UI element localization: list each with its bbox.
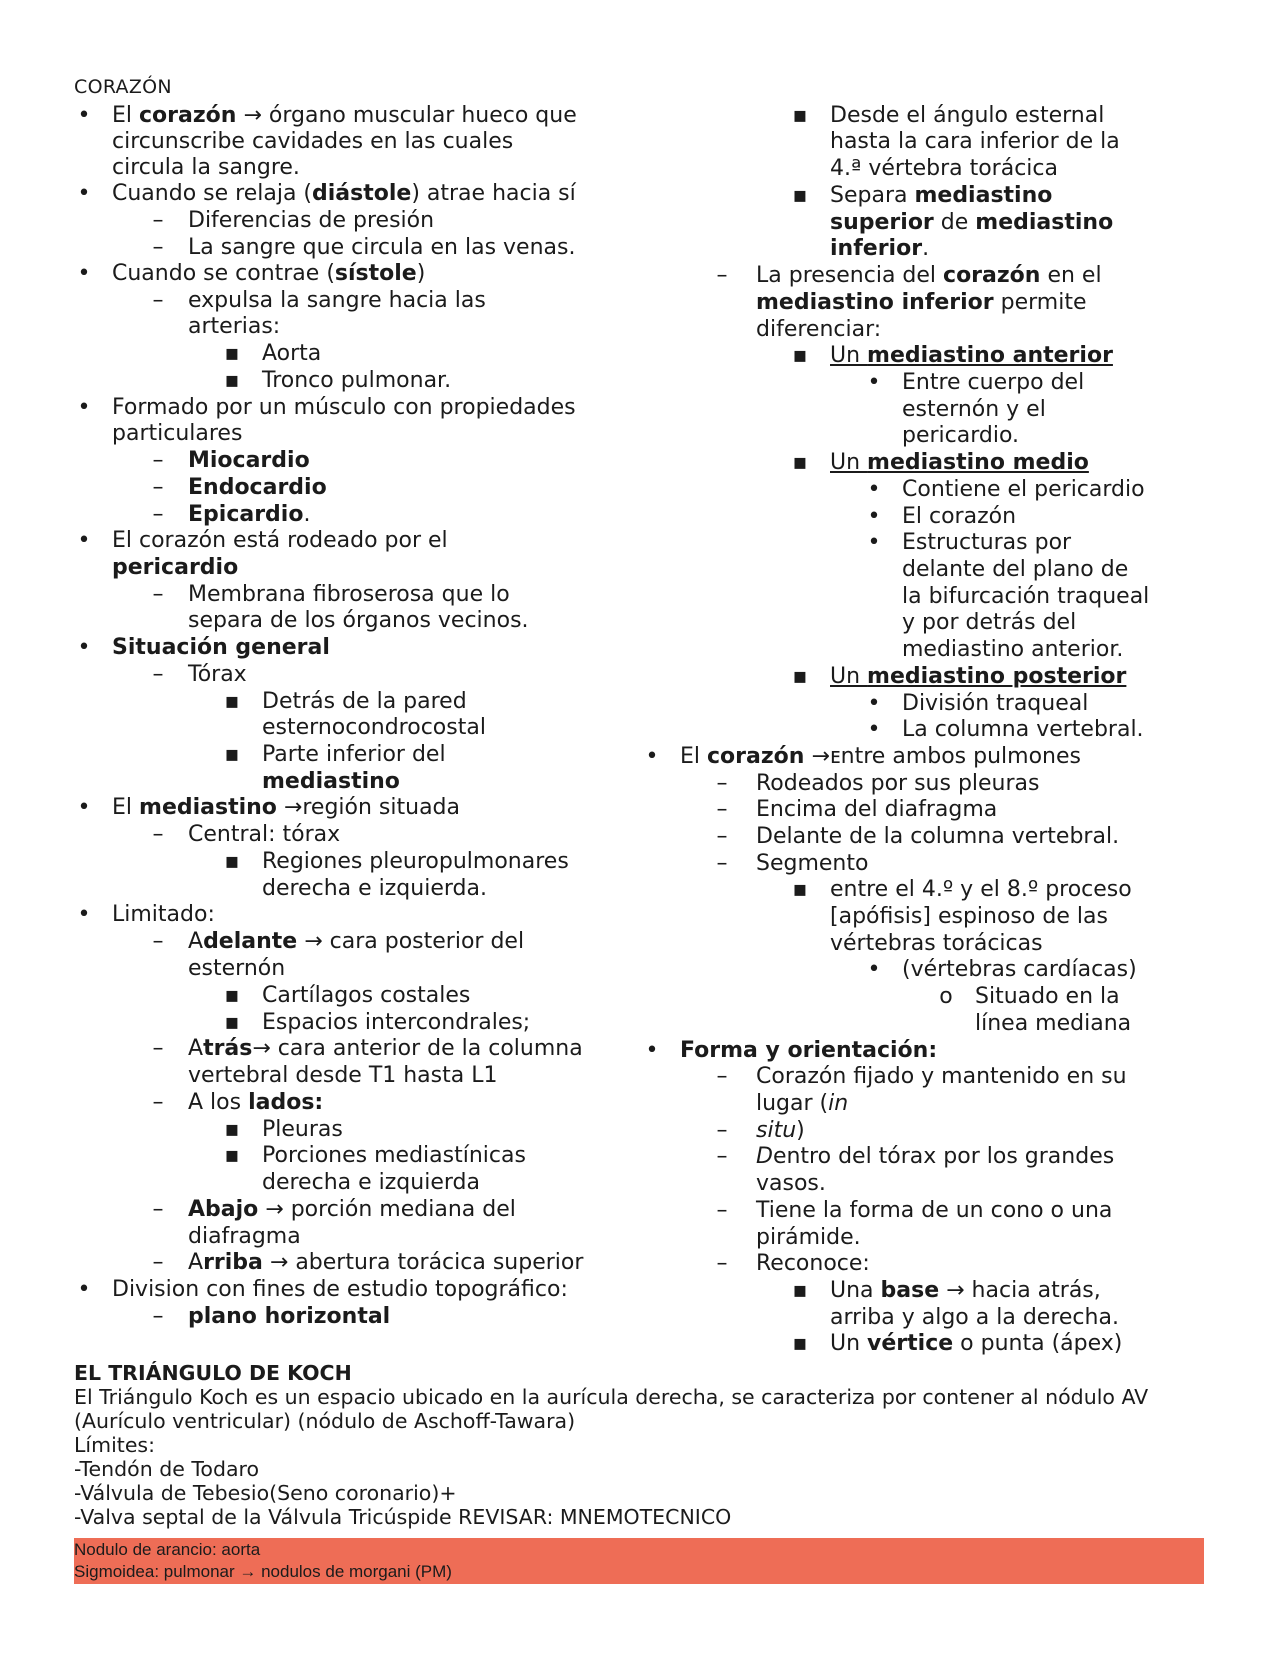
outline-line — [262, 983, 470, 1009]
outline-line — [756, 1064, 1127, 1090]
outline-line — [112, 181, 576, 207]
bullet-marker: ▪ — [792, 1278, 808, 1303]
text-run: ) — [416, 261, 426, 286]
bullet-marker: • — [867, 957, 881, 982]
outline-line — [188, 822, 340, 848]
outline-line — [756, 1171, 826, 1197]
text-run: mediastino posterior — [867, 664, 1127, 689]
text-run: A — [188, 1036, 204, 1061]
text-run: La columna vertebral. — [902, 717, 1144, 742]
text-run: mediastino — [139, 795, 277, 820]
text-run: Separa — [830, 183, 915, 208]
bullet-marker: • — [77, 395, 91, 420]
bullet-marker: • — [867, 370, 881, 395]
outline-line — [112, 528, 448, 554]
bullet-marker: • — [867, 477, 881, 502]
text-run: entre el 4.º y el 8.º proceso — [830, 877, 1132, 902]
bullet-marker: ▪ — [224, 341, 240, 366]
text-run: particulares — [112, 421, 243, 446]
bullet-marker: ▪ — [224, 1117, 240, 1142]
outline-line — [188, 1224, 301, 1250]
bullet-marker: – — [716, 824, 728, 849]
text-run: Rodeados por sus pleuras — [756, 771, 1040, 796]
text-run: corazón — [707, 744, 805, 769]
text-run: La sangre que circula en las venas. — [188, 235, 576, 260]
bullet-marker: ▪ — [792, 103, 808, 128]
text-run: permite — [993, 290, 1087, 315]
bullet-marker: • — [645, 1038, 659, 1063]
bullet-marker: • — [77, 181, 91, 206]
bullet-marker: – — [152, 822, 164, 847]
text-run: pericardio. — [902, 423, 1020, 448]
outline-line — [188, 314, 280, 340]
text-run: Tiene la forma de un cono o una — [756, 1198, 1113, 1223]
bullet-marker: • — [77, 261, 91, 286]
text-run: Aorta — [262, 341, 322, 366]
text-run: Tórax — [188, 662, 247, 687]
outline-line — [830, 156, 1058, 182]
text-run: pirámide. — [756, 1225, 861, 1250]
outline-line — [975, 984, 1120, 1010]
text-run: vertebral desde T1 hasta L1 — [188, 1063, 498, 1088]
bullet-marker: – — [716, 1198, 728, 1223]
bullet-marker: – — [716, 263, 728, 288]
outline-line — [830, 664, 1126, 690]
outline-line — [262, 341, 321, 367]
bullet-marker: – — [716, 1251, 728, 1276]
text-run: derecha e izquierda — [262, 1170, 480, 1195]
outline-line — [830, 1278, 1101, 1304]
text-run: inferior — [830, 236, 923, 261]
bullet-marker: – — [152, 1090, 164, 1115]
text-run: delante del plano de — [902, 557, 1129, 582]
text-run: Formado por un músculo con propiedades — [112, 395, 576, 420]
outline-line — [680, 744, 1081, 770]
outline-line — [262, 1143, 526, 1169]
outline-line — [188, 1197, 516, 1223]
text-run: derecha e izquierda. — [262, 876, 487, 901]
text-run: lugar ( — [756, 1091, 829, 1116]
text-run: Detrás de la pared — [262, 689, 467, 714]
outline-line — [902, 584, 1149, 610]
koch-heading: EL TRIÁNGULO DE KOCH — [74, 1361, 352, 1385]
bullet-marker: • — [867, 504, 881, 529]
outline-line — [756, 263, 1102, 289]
bullet-marker: – — [152, 235, 164, 260]
text-run: sístole — [334, 261, 417, 286]
text-run: delante — [203, 929, 298, 954]
text-run: La presencia del — [756, 263, 944, 288]
text-run: mediastino — [914, 183, 1053, 208]
text-run: A los — [188, 1090, 249, 1115]
text-run: corazón — [139, 103, 237, 128]
outline-line — [830, 877, 1132, 903]
bullet-marker: – — [152, 1304, 164, 1329]
outline-line — [830, 129, 1120, 155]
text-run: Pleuras — [262, 1117, 343, 1142]
text-run: in — [828, 1091, 849, 1116]
text-run: Corazón fijado y mantenido en su — [756, 1064, 1127, 1089]
text-run: entro del tórax por los grandes — [772, 1144, 1115, 1169]
outline-line — [680, 1038, 937, 1064]
outline-line — [902, 397, 1046, 423]
text-run: Cuando se contrae ( — [112, 261, 335, 286]
outline-line — [262, 769, 400, 795]
outline-line — [112, 261, 425, 287]
outline-line — [188, 929, 524, 955]
text-run: → cara anterior de la columna — [252, 1036, 583, 1061]
bullet-marker: ▪ — [224, 368, 240, 393]
text-run: rriba — [203, 1250, 263, 1275]
text-run: . — [922, 236, 930, 261]
outline-line — [902, 691, 1088, 717]
outline-line — [830, 904, 1108, 930]
text-run: vértebras torácicas — [830, 931, 1043, 956]
outline-line — [112, 1277, 568, 1303]
koch-limit-item: -Válvula de Tebesio(Seno coronario)+ — [74, 1481, 457, 1505]
text-run: Porciones mediastínicas — [262, 1143, 526, 1168]
outline-line — [112, 421, 242, 447]
text-run: Situado en la — [975, 984, 1120, 1009]
text-run: expulsa la sangre hacia las — [188, 288, 486, 313]
outline-line — [112, 795, 460, 821]
outline-line — [262, 689, 467, 715]
outline-line — [188, 662, 247, 688]
text-run: Endocardio — [188, 475, 327, 500]
outline-line — [188, 1090, 323, 1116]
outline-line — [830, 450, 1089, 476]
outline-line — [756, 771, 1040, 797]
outline-line — [756, 1198, 1112, 1224]
text-run: de — [933, 210, 976, 235]
bullet-marker: – — [152, 288, 164, 313]
text-run: Espacios intercondrales; — [262, 1010, 531, 1035]
bullet-marker: – — [716, 771, 728, 796]
outline-line — [830, 210, 1113, 236]
outline-line — [188, 1250, 583, 1276]
outline-line — [262, 876, 487, 902]
text-run: separa de los órganos vecinos. — [188, 608, 529, 633]
text-run: El — [680, 744, 708, 769]
bullet-marker: ▪ — [792, 1331, 808, 1356]
text-run: arterias: — [188, 314, 281, 339]
text-run: superior — [830, 210, 934, 235]
text-run: diafragma — [188, 1224, 301, 1249]
outline-line — [756, 824, 1119, 850]
text-run: 4.ª vértebra torácica — [830, 156, 1058, 181]
bullet-marker: ▪ — [224, 1010, 240, 1035]
bullet-marker: ▪ — [792, 343, 808, 368]
text-run: [apófisis] espinoso de las — [830, 904, 1108, 929]
bullet-marker: – — [152, 1036, 164, 1061]
text-run: Situación general — [112, 635, 330, 660]
text-run: mediastino — [262, 769, 400, 794]
text-run: la bifurcación traqueal — [902, 584, 1150, 609]
text-run: Cuando se relaja ( — [112, 181, 312, 206]
text-run: Una — [830, 1278, 881, 1303]
text-run: circunscribe cavidades en las cuales — [112, 129, 514, 154]
bullet-marker: – — [152, 475, 164, 500]
highlighted-note — [74, 1538, 1204, 1584]
text-run: línea mediana — [975, 1011, 1132, 1036]
outline-line — [188, 1304, 390, 1330]
text-run: esternón y el — [902, 397, 1046, 422]
bullet-marker: • — [77, 1277, 91, 1302]
outline-line — [112, 395, 576, 421]
outline-line — [902, 370, 1084, 396]
text-run: esternón — [188, 956, 286, 981]
outline-line — [262, 742, 446, 768]
bullet-marker: ▪ — [224, 849, 240, 874]
bullet-marker: – — [152, 448, 164, 473]
text-run: Abajo — [188, 1197, 259, 1222]
outline-line — [188, 448, 310, 474]
text-run: mediastino medio — [867, 450, 1089, 475]
text-run: Cartílagos costales — [262, 983, 471, 1008]
bullet-marker: – — [716, 1118, 728, 1143]
bullet-marker: • — [77, 528, 91, 553]
text-run: mediastino inferior — [756, 290, 994, 315]
text-run: A — [188, 1250, 204, 1275]
bullet-marker: ▪ — [792, 877, 808, 902]
text-run: o punta (ápex) — [953, 1331, 1123, 1356]
bullet-marker: – — [152, 582, 164, 607]
text-run: pericardio — [112, 555, 239, 580]
bullet-marker: – — [152, 662, 164, 687]
text-run: Division con fines de estudio topográfico: — [112, 1277, 568, 1302]
text-run: Un — [830, 664, 868, 689]
outline-line — [188, 288, 486, 314]
outline-line — [830, 1305, 1119, 1331]
outline-line — [902, 423, 1019, 449]
text-run: circula la sangre. — [112, 155, 300, 180]
outline-line — [902, 504, 1016, 530]
text-run: Encima del diafragma — [756, 797, 998, 822]
text-run: → hacia atrás, — [939, 1278, 1101, 1303]
text-run: D — [756, 1144, 773, 1169]
bullet-marker: ▪ — [792, 664, 808, 689]
text-run: lados: — [248, 1090, 324, 1115]
bullet-marker: – — [152, 1250, 164, 1275]
bullet-marker: • — [77, 902, 91, 927]
outline-line — [902, 637, 1123, 663]
text-run: hasta la cara inferior de la — [830, 129, 1120, 154]
bullet-marker: – — [716, 1144, 728, 1169]
text-run: mediastino anterior. — [902, 637, 1124, 662]
text-run: arriba y algo a la derecha. — [830, 1305, 1119, 1330]
text-run: División traqueal — [902, 691, 1089, 716]
text-run: Tronco pulmonar. — [262, 368, 452, 393]
bullet-marker: o — [939, 984, 953, 1009]
outline-line — [188, 235, 575, 261]
outline-line — [262, 368, 451, 394]
outline-line — [262, 1010, 530, 1036]
outline-line — [112, 155, 300, 181]
text-run: Contiene el pericardio — [902, 477, 1145, 502]
text-run: Forma y orientación: — [680, 1038, 938, 1063]
outline-line — [975, 1011, 1131, 1037]
outline-line — [188, 475, 327, 501]
bullet-marker: – — [152, 1197, 164, 1222]
bullet-marker: ▪ — [224, 1143, 240, 1168]
text-run: El corazón — [902, 504, 1017, 529]
koch-limit-item: -Valva septal de la Válvula Tricúspide REVISAR: MNEMOTECNICO — [74, 1505, 732, 1529]
text-run: Epicardio — [188, 502, 304, 527]
outline-line — [830, 236, 929, 262]
text-run: Central: tórax — [188, 822, 341, 847]
text-run: → porción mediana del — [258, 1197, 516, 1222]
outline-line — [112, 635, 330, 661]
text-run: Limitado: — [112, 902, 215, 927]
highlight-line: Sigmoidea: pulmonar → nodulos de morgani (PM) — [74, 1562, 452, 1581]
bullet-marker: • — [77, 103, 91, 128]
text-run: Miocardio — [188, 448, 310, 473]
text-run: Un — [830, 343, 868, 368]
outline-line — [188, 608, 529, 634]
text-run: . — [303, 502, 311, 527]
bullet-marker: • — [867, 530, 881, 555]
outline-line — [188, 502, 310, 528]
bullet-marker: ▪ — [224, 689, 240, 714]
document-title: CORAZÓN — [74, 76, 172, 98]
bullet-marker: • — [645, 744, 659, 769]
outline-line — [830, 103, 1104, 129]
outline-line — [756, 1118, 805, 1144]
text-run: situ — [756, 1118, 797, 1143]
text-run: Delante de la columna vertebral. — [756, 824, 1120, 849]
outline-line — [756, 1091, 848, 1117]
bullet-marker: – — [152, 929, 164, 954]
outline-line — [112, 902, 215, 928]
bullet-marker: ▪ — [792, 183, 808, 208]
text-run: → órgano muscular hueco que — [236, 103, 577, 128]
bullet-marker: • — [77, 795, 91, 820]
outline-line — [830, 1331, 1122, 1357]
bullet-marker: – — [716, 797, 728, 822]
outline-line — [188, 208, 434, 234]
text-run: trás — [203, 1036, 253, 1061]
text-run: corazón — [943, 263, 1041, 288]
text-run: → cara posterior del — [297, 929, 525, 954]
bullet-marker: – — [152, 502, 164, 527]
text-run: esternocondrocostal — [262, 715, 486, 740]
outline-line — [112, 103, 577, 129]
outline-line — [902, 557, 1128, 583]
bullet-marker: – — [716, 1064, 728, 1089]
text-run: El corazón está rodeado por el — [112, 528, 448, 553]
text-run: en el — [1040, 263, 1102, 288]
text-run: Regiones pleuropulmonares — [262, 849, 569, 874]
outline-line — [756, 1225, 861, 1251]
text-run: ) atrae hacia sí — [411, 181, 576, 206]
bullet-marker: ▪ — [792, 450, 808, 475]
text-run: →región situada — [276, 795, 461, 820]
text-run: mediastino anterior — [867, 343, 1113, 368]
koch-paragraph-line: El Triángulo Koch es un espacio ubicado en la aurícula derecha, se caracteriza por contener al nódulo AV — [74, 1385, 1149, 1409]
outline-line — [902, 610, 1076, 636]
text-run: Segmento — [756, 851, 869, 876]
bullet-marker: • — [77, 635, 91, 660]
outline-line — [188, 1063, 497, 1089]
outline-line — [188, 582, 510, 608]
text-run: Membrana fibroserosa que lo — [188, 582, 510, 607]
outline-line — [756, 317, 881, 343]
text-run: Parte inferior del — [262, 742, 446, 767]
bullet-marker: • — [867, 691, 881, 716]
text-run: diástole — [312, 181, 412, 206]
bullet-marker: – — [716, 851, 728, 876]
outline-line — [830, 343, 1113, 369]
text-run: ) — [796, 1118, 805, 1143]
bullet-marker: • — [867, 717, 881, 742]
outline-line — [830, 931, 1043, 957]
text-run: → abertura torácica superior — [262, 1250, 584, 1275]
outline-line — [756, 1144, 1114, 1170]
koch-limits-label: Límites: — [74, 1433, 156, 1457]
text-run: vértice — [867, 1331, 954, 1356]
outline-line — [262, 715, 486, 741]
outline-line — [756, 797, 997, 823]
outline-line — [112, 555, 238, 581]
text-run: Entre cuerpo del — [902, 370, 1085, 395]
text-run: (vértebras cardíacas) — [902, 957, 1137, 982]
text-run: vasos. — [756, 1171, 826, 1196]
outline-line — [188, 1036, 583, 1062]
text-run: y por detrás del — [902, 610, 1077, 635]
outline-line — [188, 956, 285, 982]
outline-line — [262, 1117, 343, 1143]
text-run: Diferencias de presión — [188, 208, 435, 233]
bullet-marker: – — [152, 208, 164, 233]
text-run: El — [112, 103, 140, 128]
outline-line — [262, 1170, 480, 1196]
text-run: plano horizontal — [188, 1304, 391, 1329]
text-run: Reconoce: — [756, 1251, 870, 1276]
text-run: base — [880, 1278, 940, 1303]
text-run: Un — [830, 1331, 868, 1356]
bullet-marker: ▪ — [224, 742, 240, 767]
outline-line — [756, 851, 868, 877]
outline-line — [262, 849, 569, 875]
text-run: El — [112, 795, 140, 820]
outline-line — [902, 717, 1144, 743]
outline-line — [902, 957, 1137, 983]
koch-paragraph-line: (Aurículo ventricular) (nódulo de Aschoff-Tawara) — [74, 1409, 576, 1433]
bullet-marker: ▪ — [224, 983, 240, 1008]
text-run: mediastino — [975, 210, 1114, 235]
highlight-line: Nodulo de arancio: aorta — [74, 1540, 261, 1559]
text-run: diferenciar: — [756, 317, 882, 342]
text-run: Estructuras por — [902, 530, 1072, 555]
text-run: A — [188, 929, 204, 954]
text-run: Un — [830, 450, 868, 475]
text-run: →ᴇntre ambos pulmones — [804, 744, 1081, 769]
outline-line — [902, 530, 1071, 556]
outline-line — [112, 129, 513, 155]
outline-line — [756, 290, 1086, 316]
outline-line — [756, 1251, 870, 1277]
text-run: Desde el ángulo esternal — [830, 103, 1105, 128]
outline-line — [902, 477, 1145, 503]
koch-limit-item: -Tendón de Todaro — [74, 1457, 260, 1481]
outline-line — [830, 183, 1052, 209]
